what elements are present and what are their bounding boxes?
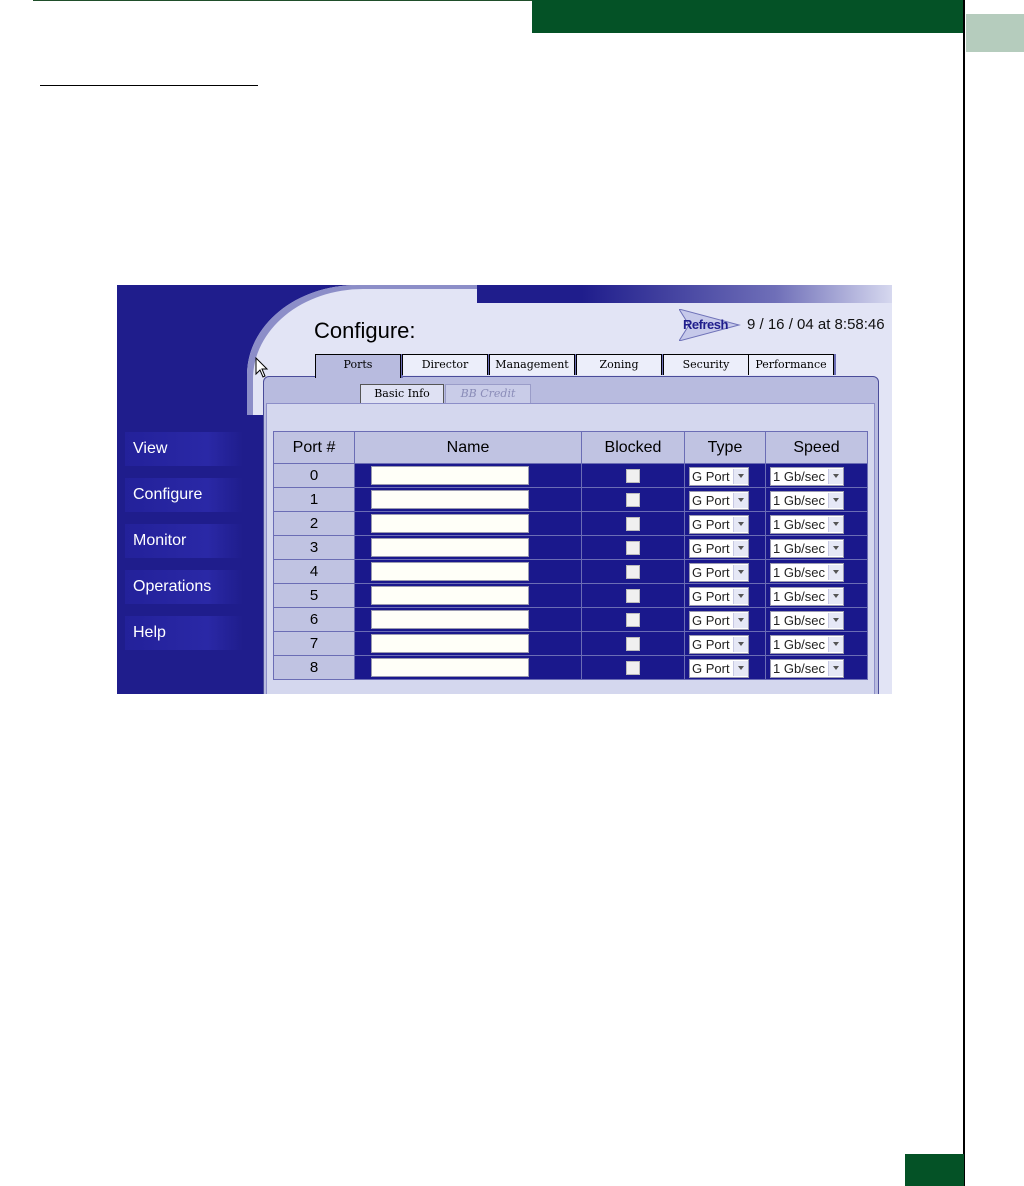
nav-item-configure[interactable]: Configure [125,478,243,512]
speed-value: 1 Gb/sec [773,588,826,604]
port-number: 8 [274,656,355,680]
table-row [274,512,868,536]
speed-select[interactable] [770,587,844,606]
section-heading-rule [40,85,258,86]
chevron-down-icon [733,469,748,484]
tab-director[interactable]: Director [402,354,488,375]
table-row [274,632,868,656]
tab-performance[interactable]: Performance [748,354,834,375]
refresh-timestamp: 9 / 16 / 04 at 8:58:46 [747,316,885,333]
col-header-name: Name [355,432,582,464]
chevron-down-icon [733,541,748,556]
chevron-down-icon [828,661,843,676]
type-select[interactable] [689,539,749,558]
subtab-bb-credit[interactable]: BB Credit [445,384,531,403]
chevron-down-icon [733,613,748,628]
page-title: Configure: [314,318,416,343]
top-strip [117,285,892,303]
col-header-speed: Speed [766,432,868,464]
type-select[interactable] [689,491,749,510]
chevron-down-icon [828,589,843,604]
chevron-down-icon [828,493,843,508]
port-number: 6 [274,608,355,632]
port-name-input[interactable] [371,538,529,557]
table-row [274,536,868,560]
blocked-checkbox[interactable] [626,589,640,603]
blocked-checkbox[interactable] [626,565,640,579]
table-row [274,464,868,488]
blocked-checkbox[interactable] [626,637,640,651]
speed-value: 1 Gb/sec [773,636,826,652]
port-name-input[interactable] [371,610,529,629]
speed-select[interactable] [770,635,844,654]
chevron-down-icon [733,565,748,580]
header-bar [532,0,964,33]
type-select[interactable] [689,563,749,582]
port-name-input[interactable] [371,466,529,485]
blocked-checkbox[interactable] [626,493,640,507]
subtab-basic-info[interactable]: Basic Info [360,384,444,403]
nav-item-operations[interactable]: Operations [125,570,243,604]
speed-value: 1 Gb/sec [773,468,826,484]
port-number: 0 [274,464,355,488]
tab-ports[interactable]: Ports [315,354,401,378]
chevron-down-icon [828,637,843,652]
type-select[interactable] [689,587,749,606]
port-number: 4 [274,560,355,584]
nav-item-view[interactable]: View [125,432,243,466]
port-name-input[interactable] [371,562,529,581]
speed-select[interactable] [770,611,844,630]
type-value: G Port [692,468,730,484]
tab-management[interactable]: Management [489,354,575,375]
table-row [274,584,868,608]
type-value: G Port [692,588,730,604]
blocked-checkbox[interactable] [626,541,640,555]
speed-value: 1 Gb/sec [773,660,826,676]
speed-value: 1 Gb/sec [773,516,826,532]
chevron-down-icon [828,469,843,484]
refresh-button[interactable]: Refresh [683,317,728,332]
table-row [274,656,868,680]
nav-item-monitor[interactable]: Monitor [125,524,243,558]
port-number: 1 [274,488,355,512]
type-value: G Port [692,660,730,676]
type-value: G Port [692,564,730,580]
col-header-blocked: Blocked [582,432,685,464]
type-select[interactable] [689,611,749,630]
blocked-checkbox[interactable] [626,517,640,531]
type-select[interactable] [689,635,749,654]
speed-value: 1 Gb/sec [773,564,826,580]
chevron-down-icon [828,541,843,556]
blocked-checkbox[interactable] [626,661,640,675]
type-value: G Port [692,540,730,556]
type-select[interactable] [689,659,749,678]
speed-select[interactable] [770,491,844,510]
table-row [274,488,868,512]
port-number: 2 [274,512,355,536]
port-name-input[interactable] [371,586,529,605]
speed-value: 1 Gb/sec [773,612,826,628]
speed-select[interactable] [770,539,844,558]
speed-value: 1 Gb/sec [773,540,826,556]
type-value: G Port [692,516,730,532]
table-row [274,560,868,584]
margin-rule [963,0,965,1186]
chevron-down-icon [733,589,748,604]
type-value: G Port [692,612,730,628]
chevron-down-icon [828,613,843,628]
blocked-checkbox[interactable] [626,613,640,627]
chevron-down-icon [828,565,843,580]
speed-select[interactable] [770,659,844,678]
port-number: 3 [274,536,355,560]
speed-select[interactable] [770,515,844,534]
page-number-block [905,1154,964,1186]
chevron-down-icon [733,661,748,676]
ports-table [273,431,868,680]
header-rule [33,0,533,1]
table-header-row [274,432,868,464]
col-header-type: Type [685,432,766,464]
chevron-down-icon [733,493,748,508]
type-select[interactable] [689,467,749,486]
port-name-input[interactable] [371,514,529,533]
chapter-tab [966,14,1024,52]
table-row [274,608,868,632]
speed-select[interactable] [770,467,844,486]
blocked-checkbox[interactable] [626,469,640,483]
speed-select[interactable] [770,563,844,582]
port-number: 7 [274,632,355,656]
chevron-down-icon [733,637,748,652]
port-name-input[interactable] [371,490,529,509]
port-name-input[interactable] [371,658,529,677]
tab-zoning[interactable]: Zoning [576,354,662,375]
chevron-down-icon [733,517,748,532]
tab-security[interactable]: Security [663,354,749,375]
type-select[interactable] [689,515,749,534]
port-number: 5 [274,584,355,608]
type-value: G Port [692,636,730,652]
configure-screenshot [117,285,892,694]
port-name-input[interactable] [371,634,529,653]
col-header-port: Port # [274,432,355,464]
speed-value: 1 Gb/sec [773,492,826,508]
type-value: G Port [692,492,730,508]
nav-item-help[interactable]: Help [125,616,243,650]
chevron-down-icon [828,517,843,532]
